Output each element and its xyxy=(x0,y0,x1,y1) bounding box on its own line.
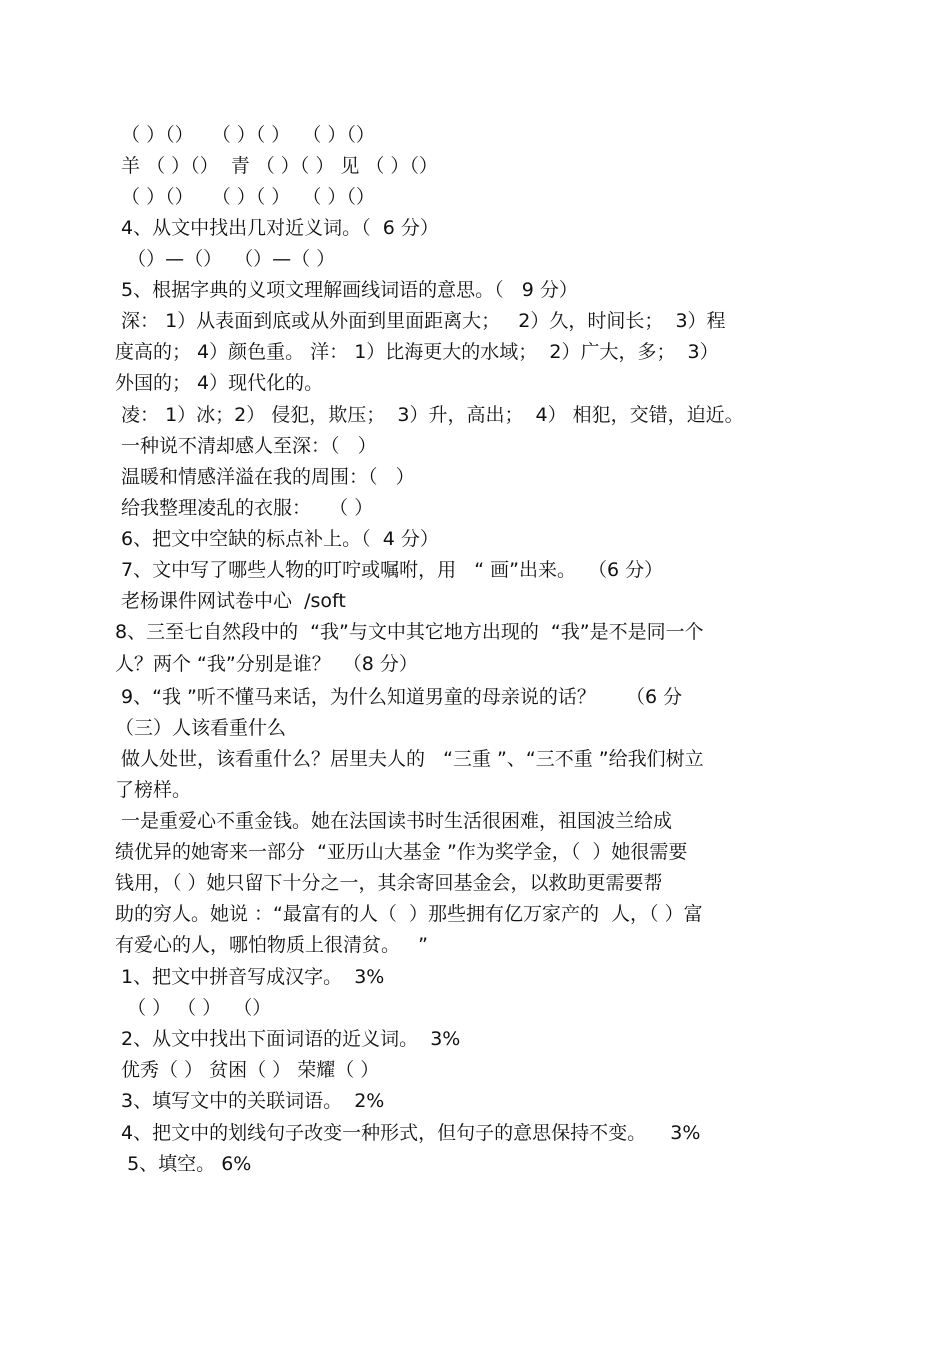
text-line: 老杨课件网试卷中心 /soft xyxy=(115,590,346,612)
text-line: 一是重爱心不重金钱。她在法国读书时生活很困难，祖国波兰给成 xyxy=(115,810,673,832)
text-line: 4、从文中找出几对近义词。（ 6 分） xyxy=(115,217,439,239)
text-line: 人？两个 “我”分别是谁？ （8 分） xyxy=(115,653,418,675)
text-line: 9、“我 ”听不懂马来话，为什么知道男童的母亲说的话？ （6 分 xyxy=(115,686,683,708)
text-line: 3、填写文中的关联词语。 2% xyxy=(115,1090,385,1112)
text-line: 绩优异的她寄来一部分 “亚历山大基金 ”作为奖学金，（ ）她很需要 xyxy=(115,841,688,863)
text-line: 羊 （ ）（） 青 （ ）（ ） 见 （ ）（） xyxy=(115,155,438,177)
text-line: 温暖和情感洋溢在我的周围：（ ） xyxy=(115,466,415,488)
text-line: 给我整理凌乱的衣服： （ ） xyxy=(115,497,374,519)
text-line: 深： 1）从表面到底或从外面到里面距离大； 2）久，时间长； 3）程 xyxy=(115,310,726,332)
text-line: 做人处世，该看重什么？居里夫人的 “三重 ”、“三不重 ”给我们树立 xyxy=(115,748,704,770)
text-line: （ ）（） （ ）（ ） （ ）（） xyxy=(115,124,375,146)
section-heading: （三）人该看重什么 xyxy=(115,717,287,739)
text-line: 外国的； 4）现代化的。 xyxy=(115,372,324,394)
text-line: 4、把文中的划线句子改变一种形式，但句子的意思保持不变。 3% xyxy=(115,1122,701,1144)
text-line: 助的穷人。她说 ：“最富有的人（ ）那些拥有亿万家产的 人，（ ）富 xyxy=(115,903,703,925)
text-line: 钱用，（ ）她只留下十分之一，其余寄回基金会，以救助更需要帮 xyxy=(115,872,663,894)
text-line: 了榜样。 xyxy=(115,779,192,801)
text-line: 5、根据字典的义项文理解画线词语的意思。（ 9 分） xyxy=(115,279,578,301)
text-line: （ ） （ ） （） xyxy=(115,997,272,1019)
text-line: 8、三至七自然段中的 “我”与文中其它地方出现的 “我”是不是同一个 xyxy=(115,621,704,643)
text-line: 1、把文中拼音写成汉字。 3% xyxy=(115,966,385,988)
text-line: 5、填空。 6% xyxy=(115,1153,252,1175)
text-line: 一种说不清却感人至深：（ ） xyxy=(115,435,377,457)
text-line: 7、文中写了哪些人物的叮咛或嘱咐，用 “ 画”出来。 （6 分） xyxy=(115,559,664,581)
text-line: 6、把文中空缺的标点补上。（ 4 分） xyxy=(115,528,439,550)
text-line: 凌： 1）冰；2） 侵犯，欺压； 3）升，高出； 4） 相犯，交错，迫近。 xyxy=(115,404,744,426)
text-line: （ ）（） （ ）（ ） （ ）（） xyxy=(115,186,375,208)
text-line: 度高的； 4）颜色重。 洋： 1）比海更大的水域； 2）广大，多； 3） xyxy=(115,341,719,363)
text-line: 优秀（ ） 贫困（ ） 荣耀（ ） xyxy=(115,1059,380,1081)
text-line: 有爱心的人，哪怕物质上很清贫。 ” xyxy=(115,934,428,956)
text-line: （）—（） （）—（ ） xyxy=(115,248,336,270)
text-line: 2、从文中找出下面词语的近义词。 3% xyxy=(115,1028,461,1050)
